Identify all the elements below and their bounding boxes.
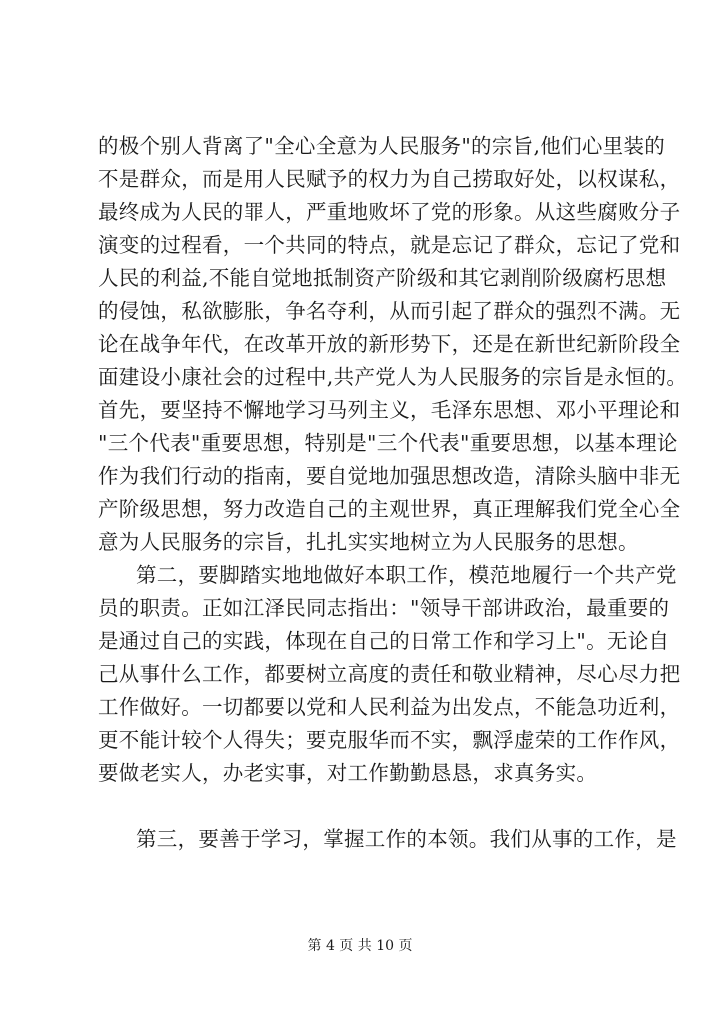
text-line: 首先，要坚持不懈地学习马列主义，毛泽东思想、邓小平理论和 bbox=[98, 398, 681, 422]
text-line: 更不能计较个人得失；要克服华而不实，飘浮虚荣的工作作风， bbox=[98, 728, 681, 752]
text-line: 的侵蚀，私欲膨胀，争名夺利，从而引起了群众的强烈不满。无 bbox=[98, 299, 681, 323]
body-text bbox=[98, 130, 688, 856]
text-line: 不是群众，而是用人民赋予的权力为自己捞取好处，以权谋私， bbox=[98, 167, 681, 191]
text-line: 员的职责。正如江泽民同志指出："领导干部讲政治，最重要的 bbox=[98, 596, 670, 620]
text-line: 最终成为人民的罪人，严重地败坏了党的形象。从这些腐败分子 bbox=[98, 200, 681, 224]
text-line: 是通过自己的实践，体现在自己的日常工作和学习上"。无论自 bbox=[98, 629, 670, 653]
text-line: 面建设小康社会的过程中,共产党人为人民服务的宗旨是永恒的。 bbox=[98, 365, 688, 389]
text-line: 的极个别人背离了"全心全意为人民服务"的宗旨,他们心里装的 bbox=[98, 134, 666, 158]
paragraph-start-line: 第三，要善于学习，掌握工作的本领。我们从事的工作，是 bbox=[136, 827, 677, 851]
paragraph-start-line: 第二，要脚踏实地地做好本职工作，模范地履行一个共产党 bbox=[136, 563, 677, 587]
text-line: 要做老实人，办老实事，对工作勤勤恳恳，求真务实。 bbox=[98, 761, 598, 785]
text-line: 人民的利益,不能自觉地抵制资产阶级和其它剥削阶级腐朽思想 bbox=[98, 266, 667, 290]
page-footer bbox=[0, 936, 720, 956]
text-line: 产阶级思想，努力改造自己的主观世界，真正理解我们党全心全 bbox=[98, 497, 681, 521]
blank-line bbox=[98, 790, 638, 823]
page-number: 第 4 页 共 10 页 bbox=[307, 938, 413, 954]
text-line: 工作做好。一切都要以党和人民利益为出发点，不能急功近利， bbox=[98, 695, 681, 719]
text-line: 己从事什么工作，都要树立高度的责任和敬业精神，尽心尽力把 bbox=[98, 662, 681, 686]
text-line: "三个代表"重要思想，特别是"三个代表"重要思想，以基本理论 bbox=[98, 431, 678, 455]
text-line: 意为人民服务的宗旨，扎扎实实地树立为人民服务的思想。 bbox=[98, 530, 639, 554]
text-line: 作为我们行动的指南，要自觉地加强思想改造，清除头脑中非无 bbox=[98, 464, 681, 488]
text-line: 演变的过程看，一个共同的特点，就是忘记了群众，忘记了党和 bbox=[98, 233, 681, 257]
text-line: 论在战争年代，在改革开放的新形势下，还是在新世纪新阶段全 bbox=[98, 332, 681, 356]
